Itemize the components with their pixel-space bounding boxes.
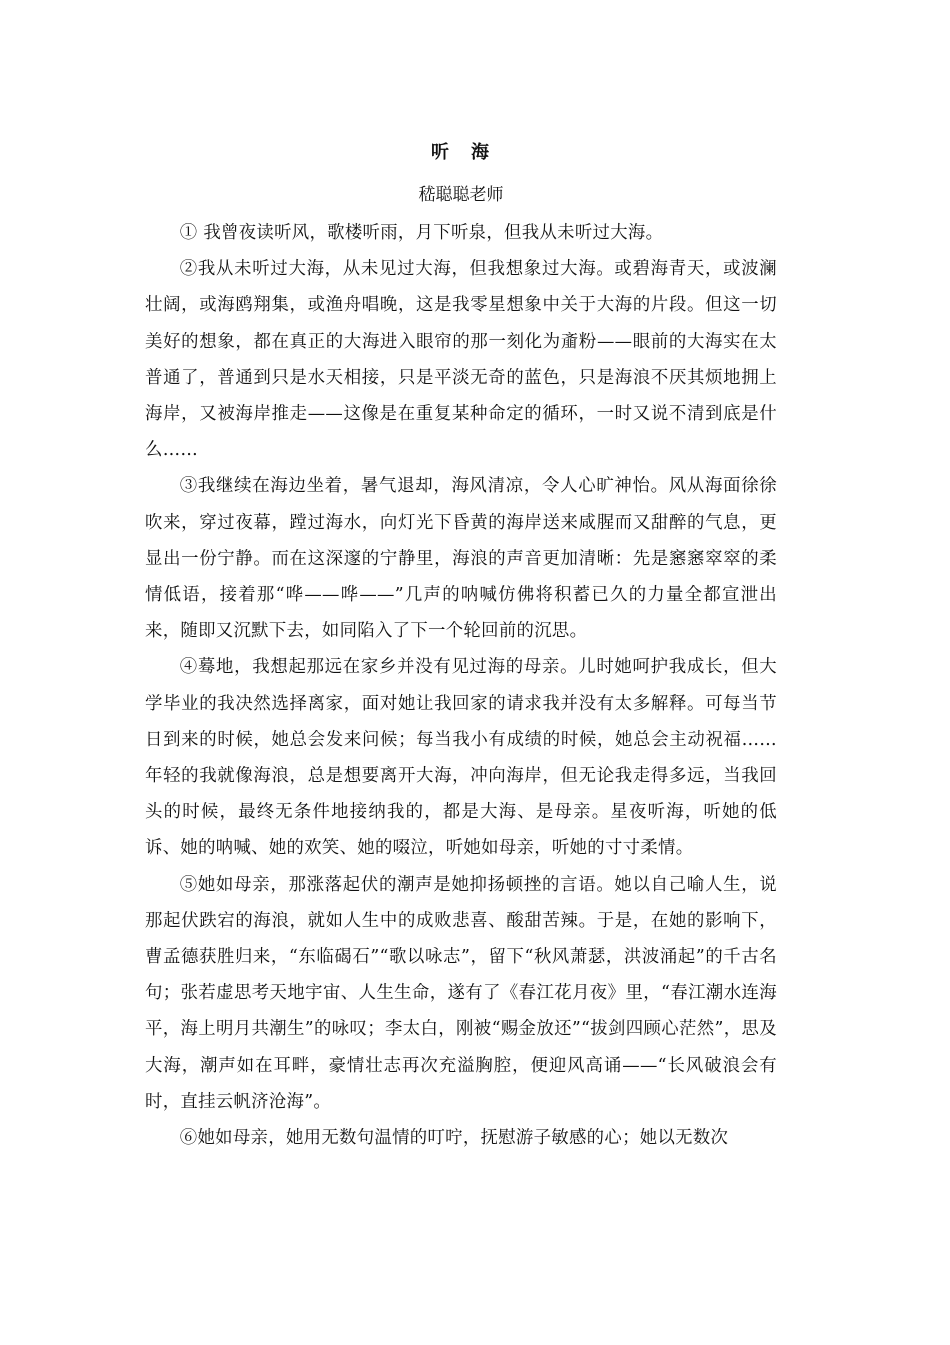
article-body xyxy=(145,215,777,1156)
paragraph-2: ②我从未听过大海，从未见过大海，但我想象过大海。或碧海青天，或波澜壮阔，或海鸥翔集，或渔舟唱晚，这是我零星想象中关于大海的片段。但这一切美好的想象，都在真正的大海进入眼帘的那一刻化为齑粉——眼前的大海实在太普通了，普通到只是水天相接，只是平淡无奇的蓝色，只是海浪不厌其烦地拥上海岸，又被海岸推走——这像是在重复某种命定的循环，一时又说不清到底是什么…… xyxy=(145,259,777,461)
paragraph-5: ⑤她如母亲，那涨落起伏的潮声是她抑扬顿挫的言语。她以自己喻人生，说那起伏跌宕的海浪，就如人生中的成败悲喜、酸甜苦辣。于是，在她的影响下，曹孟德获胜归来，“东临碣石”“歌以咏志”，留下“秋风萧瑟，洪波涌起”的千古名句；张若虚思考天地宇宙、人生生命，遂有了《春江花月夜》里，“春江潮水连海平，海上明月共潮生”的咏叹；李太白，刚被“赐金放还”“拔剑四顾心茫然”，思及大海，潮声如在耳畔，豪情壮志再次充溢胸腔，便迎风高诵——“长风破浪会有时，直挂云帆济沧海”。 xyxy=(145,874,777,1112)
paragraph-4: ④蓦地，我想起那远在家乡并没有见过海的母亲。儿时她呵护我成长，但大学毕业的我决然选择离家，面对她让我回家的请求我并没有太多解释。可每当节日到来的时候，她总会发来问候；每当我小有成绩的时候，她总会主动祝福……年轻的我就像海浪，总是想要离开大海，冲向海岸，但无论我走得多远，当我回头的时候，最终无条件地接纳我的，都是大海、是母亲。星夜听海，听她的低诉、她的呐喊、她的欢笑、她的啜泣，听她如母亲，听她的寸寸柔情。 xyxy=(145,657,777,859)
document-author: 嵇聪聪老师 xyxy=(418,185,504,205)
document-title: 听 海 xyxy=(431,142,491,163)
paragraph-1: ① 我曾夜读听风，歌楼听雨，月下听泉，但我从未听过大海。 xyxy=(179,223,664,243)
paragraph-6: ⑥她如母亲，她用无数句温情的叮咛，抚慰游子敏感的心；她以无数次 xyxy=(179,1128,729,1149)
paragraph-3: ③我继续在海边坐着，暑气退却，海风清凉，令人心旷神怡。风从海面徐徐吹来，穿过夜幕，蹚过海水，向灯光下昏黄的海岸送来咸腥而又甜醉的气息，更显出一份宁静。而在这深邃的宁静里，海浪的声音更加清晰：先是窸窸窣窣的柔情低语，接着那“哗——哗——”几声的呐喊仿佛将积蓄已久的力量全都宣泄出来，随即又沉默下去，如同陷入了下一个轮回前的沉思。 xyxy=(145,476,777,642)
